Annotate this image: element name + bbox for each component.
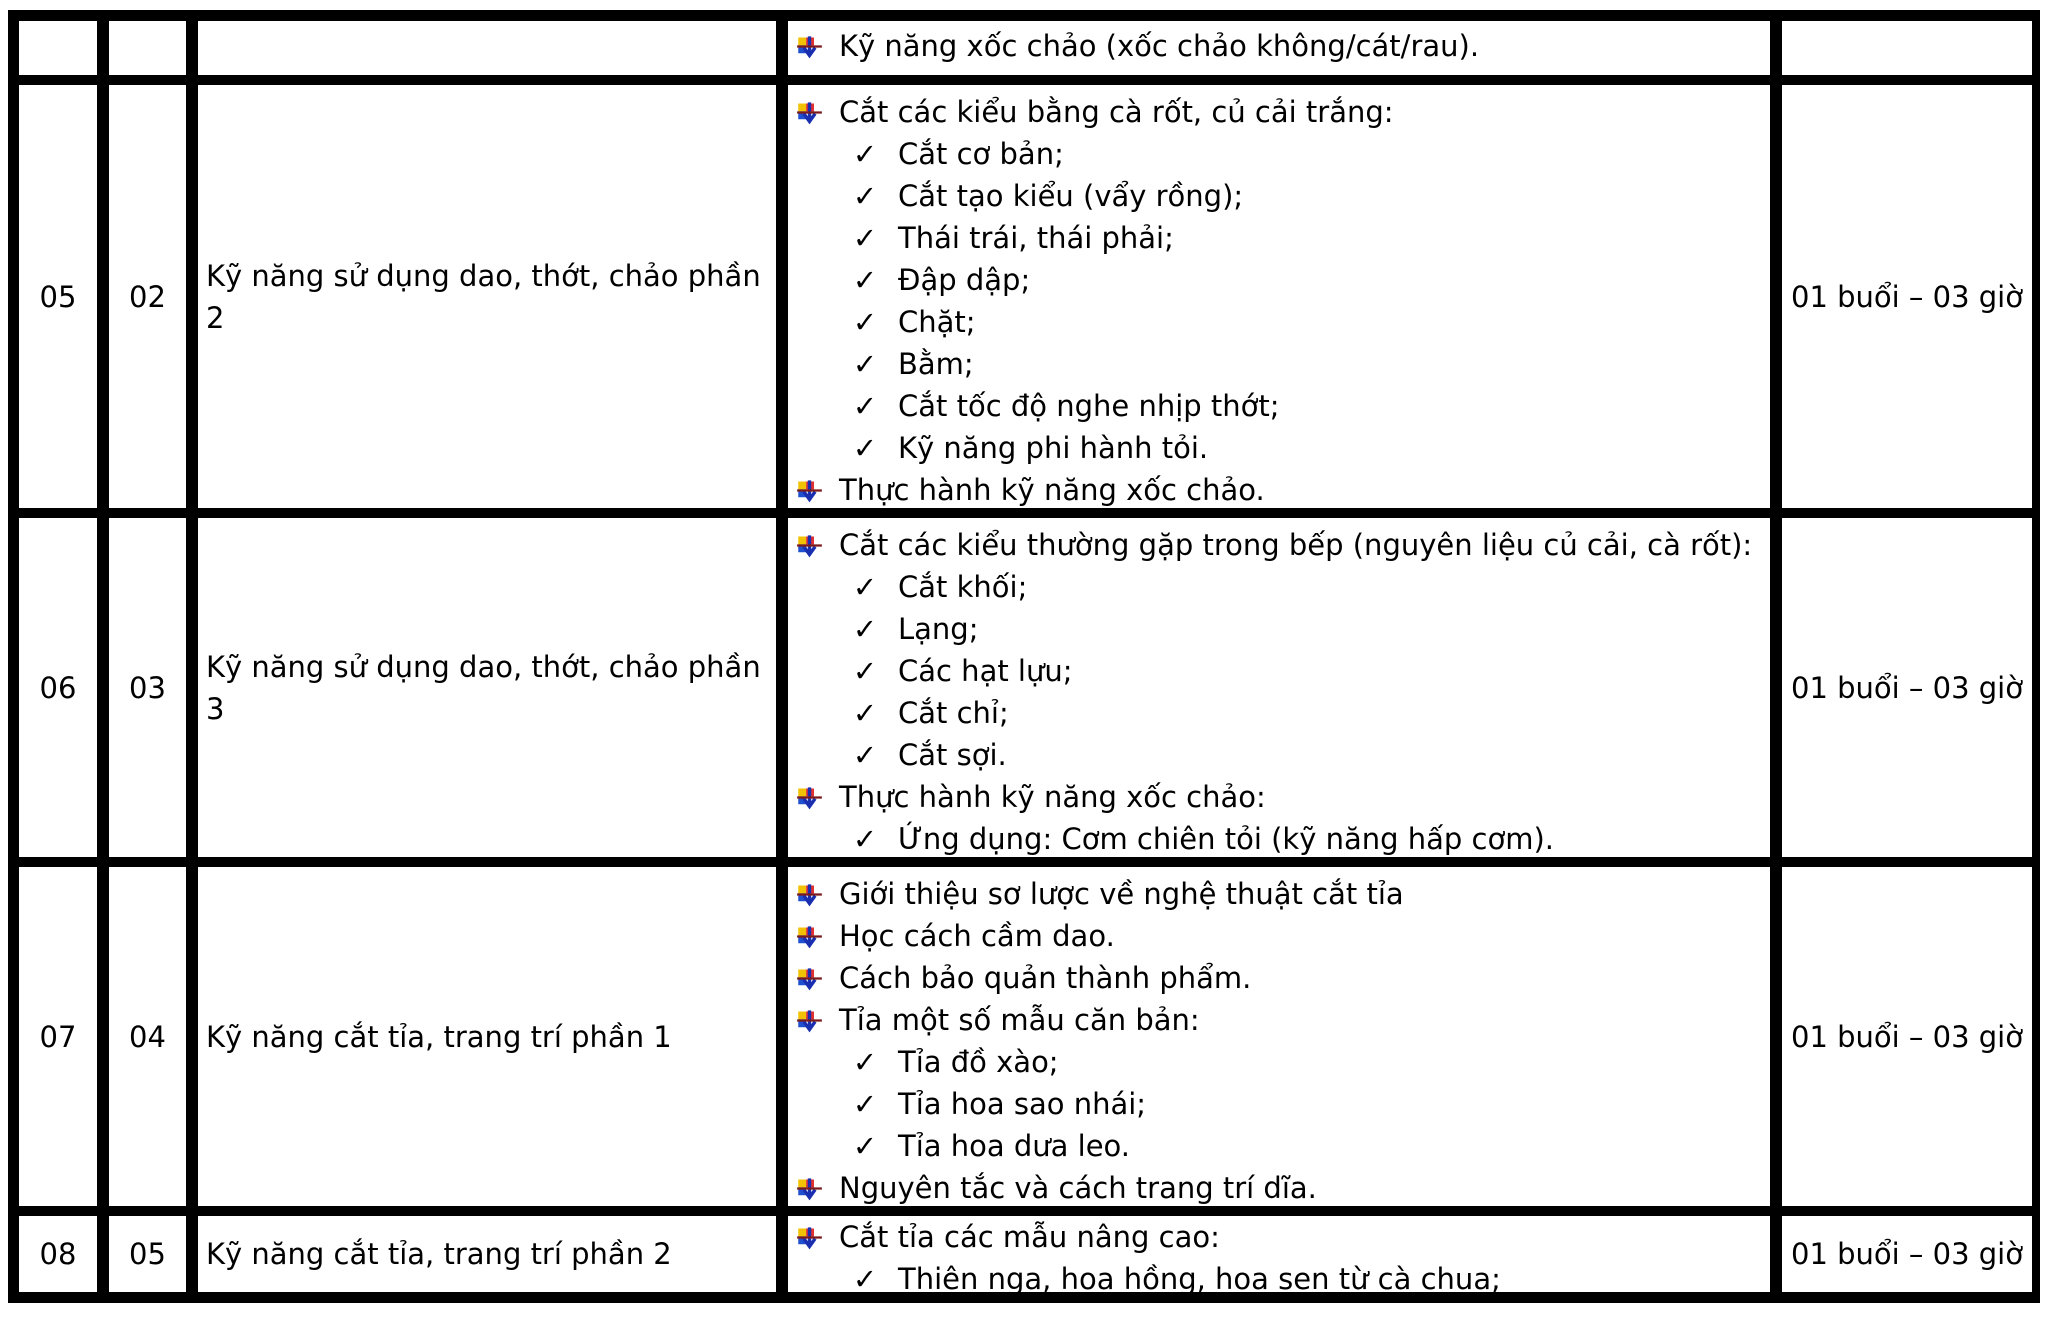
lesson-number-cell — [107, 516, 188, 859]
content-check-item — [796, 566, 1762, 608]
duration-cell — [1780, 1214, 2034, 1294]
content-text: Lạng; — [898, 612, 979, 646]
content-text: Cắt cơ bản; — [898, 137, 1064, 171]
session-number-cell — [17, 865, 99, 1208]
session-number-cell — [17, 19, 99, 77]
check-mark-icon: ✓ — [852, 612, 878, 646]
lesson-title-cell — [196, 865, 778, 1208]
check-mark-icon: ✓ — [852, 1262, 878, 1296]
content-check-item — [796, 385, 1762, 427]
content-text: Các hạt lựu; — [898, 654, 1073, 688]
colored-arrow-bullet-icon — [796, 1175, 823, 1202]
content-bullet-item — [796, 524, 1762, 566]
content-bullet-item — [796, 873, 1762, 915]
table-row — [14, 16, 2034, 80]
colored-arrow-bullet-icon — [796, 923, 823, 950]
content-text: Cắt sợi. — [898, 738, 1007, 772]
lesson-number: 04 — [129, 1019, 166, 1054]
content-text: Cắt các kiểu thường gặp trong bếp (nguyên liệu củ cải, cà rốt): — [839, 528, 1753, 562]
check-mark-icon: ✓ — [852, 1129, 878, 1163]
lesson-title: Kỹ năng cắt tỉa, trang trí phần 2 — [206, 1237, 672, 1271]
content-text: Tỉa hoa dưa leo. — [898, 1129, 1130, 1163]
session-number: 05 — [39, 279, 77, 314]
lesson-number: 03 — [129, 670, 166, 705]
session-number-cell — [17, 1214, 99, 1294]
check-mark-icon: ✓ — [852, 305, 878, 339]
content-check-item — [796, 1125, 1762, 1167]
content-text: Thực hành kỹ năng xốc chảo. — [839, 473, 1265, 507]
check-mark-icon: ✓ — [852, 654, 878, 688]
content-text: Giới thiệu sơ lược về nghệ thuật cắt tỉa — [839, 877, 1404, 911]
lesson-title: Kỹ năng sử dụng dao, thớt, chảo phần 3 — [206, 649, 761, 726]
content-text: Cắt chỉ; — [898, 696, 1009, 730]
content-check-item — [796, 1041, 1762, 1083]
check-mark-icon: ✓ — [852, 822, 878, 856]
check-mark-icon: ✓ — [852, 1045, 878, 1079]
content-text: Chặt; — [898, 305, 976, 339]
colored-arrow-bullet-icon — [796, 881, 823, 908]
content-text: Nguyên tắc và cách trang trí dĩa. — [839, 1171, 1317, 1205]
table-row — [14, 1211, 2034, 1297]
session-number-cell — [17, 83, 99, 510]
colored-arrow-bullet-icon — [796, 1224, 823, 1251]
content-check-item — [796, 427, 1762, 469]
duration-text: 01 buổi – 03 giờ — [1791, 670, 2023, 705]
lesson-title: Kỹ năng cắt tỉa, trang trí phần 1 — [206, 1019, 672, 1054]
content-check-item — [796, 608, 1762, 650]
table-row — [14, 862, 2034, 1211]
lesson-title: Kỹ năng sử dụng dao, thớt, chảo phần 2 — [206, 258, 761, 335]
content-text: Tỉa đồ xào; — [898, 1045, 1059, 1079]
content-bullet-item — [796, 25, 1762, 67]
content-check-item — [796, 734, 1762, 776]
curriculum-table — [8, 10, 2040, 1303]
content-text: Kỹ năng phi hành tỏi. — [898, 431, 1209, 465]
lesson-number-cell — [107, 1214, 188, 1294]
content-text: Cắt khối; — [898, 570, 1028, 604]
content-text: Cắt tạo kiểu (vẩy rồng); — [898, 179, 1244, 213]
check-mark-icon: ✓ — [852, 389, 878, 423]
table-row — [14, 513, 2034, 862]
content-check-item — [796, 175, 1762, 217]
session-number-cell — [17, 516, 99, 859]
lesson-content-cell — [786, 516, 1772, 859]
lesson-number: 02 — [129, 279, 166, 314]
content-text: Thực hành kỹ năng xốc chảo: — [839, 780, 1266, 814]
colored-arrow-bullet-icon — [796, 99, 823, 126]
check-mark-icon: ✓ — [852, 137, 878, 171]
content-text: Thiên nga, hoa hồng, hoa sen từ cà chua; — [898, 1262, 1501, 1296]
content-bullet-item — [796, 915, 1762, 957]
content-bullet-item — [796, 91, 1762, 133]
duration-text: 01 buổi – 03 giờ — [1791, 1019, 2023, 1054]
lesson-content-cell — [786, 19, 1772, 77]
check-mark-icon: ✓ — [852, 347, 878, 381]
session-number: 08 — [39, 1237, 77, 1271]
colored-arrow-bullet-icon — [796, 1007, 823, 1034]
content-text: Kỹ năng xốc chảo (xốc chảo không/cát/rau). — [839, 29, 1480, 63]
session-number: 07 — [39, 1019, 77, 1054]
lesson-content-cell — [786, 83, 1772, 510]
content-text: Tỉa hoa sao nhái; — [898, 1087, 1147, 1121]
lesson-title-cell — [196, 83, 778, 510]
lesson-title-cell — [196, 516, 778, 859]
duration-text: 01 buổi – 03 giờ — [1791, 1237, 2023, 1271]
duration-cell — [1780, 516, 2034, 859]
lesson-title-cell — [196, 19, 778, 77]
check-mark-icon: ✓ — [852, 179, 878, 213]
content-check-item — [796, 1083, 1762, 1125]
check-mark-icon: ✓ — [852, 738, 878, 772]
content-bullet-item — [796, 957, 1762, 999]
content-text: Cách bảo quản thành phẩm. — [839, 961, 1252, 995]
table-row — [14, 80, 2034, 513]
content-text: Ứng dụng: Cơm chiên tỏi (kỹ năng hấp cơm). — [898, 822, 1555, 856]
colored-arrow-bullet-icon — [796, 33, 823, 60]
content-text: Bằm; — [898, 347, 974, 381]
colored-arrow-bullet-icon — [796, 477, 823, 504]
content-check-item — [796, 343, 1762, 385]
session-number: 06 — [39, 670, 77, 705]
lesson-number-cell — [107, 83, 188, 510]
content-check-item — [796, 650, 1762, 692]
check-mark-icon: ✓ — [852, 221, 878, 255]
duration-cell — [1780, 865, 2034, 1208]
check-mark-icon: ✓ — [852, 570, 878, 604]
content-check-item — [796, 133, 1762, 175]
lesson-title-cell — [196, 1214, 778, 1294]
content-bullet-item — [796, 1167, 1762, 1209]
content-bullet-item — [796, 776, 1762, 818]
content-text: Thái trái, thái phải; — [898, 221, 1174, 255]
lesson-number-cell — [107, 865, 188, 1208]
content-bullet-item — [796, 469, 1762, 511]
check-mark-icon: ✓ — [852, 1087, 878, 1121]
content-check-item — [796, 818, 1762, 860]
content-bullet-item — [796, 1216, 1762, 1258]
lesson-number-cell — [107, 19, 188, 77]
content-check-item — [796, 301, 1762, 343]
content-check-item — [796, 692, 1762, 734]
content-text: Học cách cầm dao. — [839, 919, 1115, 953]
colored-arrow-bullet-icon — [796, 784, 823, 811]
lesson-content-cell — [786, 865, 1772, 1208]
content-text: Cắt tốc độ nghe nhịp thớt; — [898, 389, 1280, 423]
duration-cell — [1780, 19, 2034, 77]
content-check-item — [796, 259, 1762, 301]
check-mark-icon: ✓ — [852, 696, 878, 730]
content-text: Cắt tỉa các mẫu nâng cao: — [839, 1220, 1220, 1254]
lesson-number: 05 — [129, 1237, 166, 1271]
colored-arrow-bullet-icon — [796, 965, 823, 992]
lesson-content-cell — [786, 1214, 1772, 1294]
content-check-item — [796, 1258, 1762, 1300]
colored-arrow-bullet-icon — [796, 532, 823, 559]
content-bullet-item — [796, 999, 1762, 1041]
check-mark-icon: ✓ — [852, 431, 878, 465]
duration-text: 01 buổi – 03 giờ — [1791, 279, 2023, 314]
content-text: Đập dập; — [898, 263, 1031, 297]
duration-cell — [1780, 83, 2034, 510]
content-text: Tỉa một số mẫu căn bản: — [839, 1003, 1200, 1037]
content-check-item — [796, 217, 1762, 259]
check-mark-icon: ✓ — [852, 263, 878, 297]
content-text: Cắt các kiểu bằng cà rốt, củ cải trắng: — [839, 95, 1394, 129]
